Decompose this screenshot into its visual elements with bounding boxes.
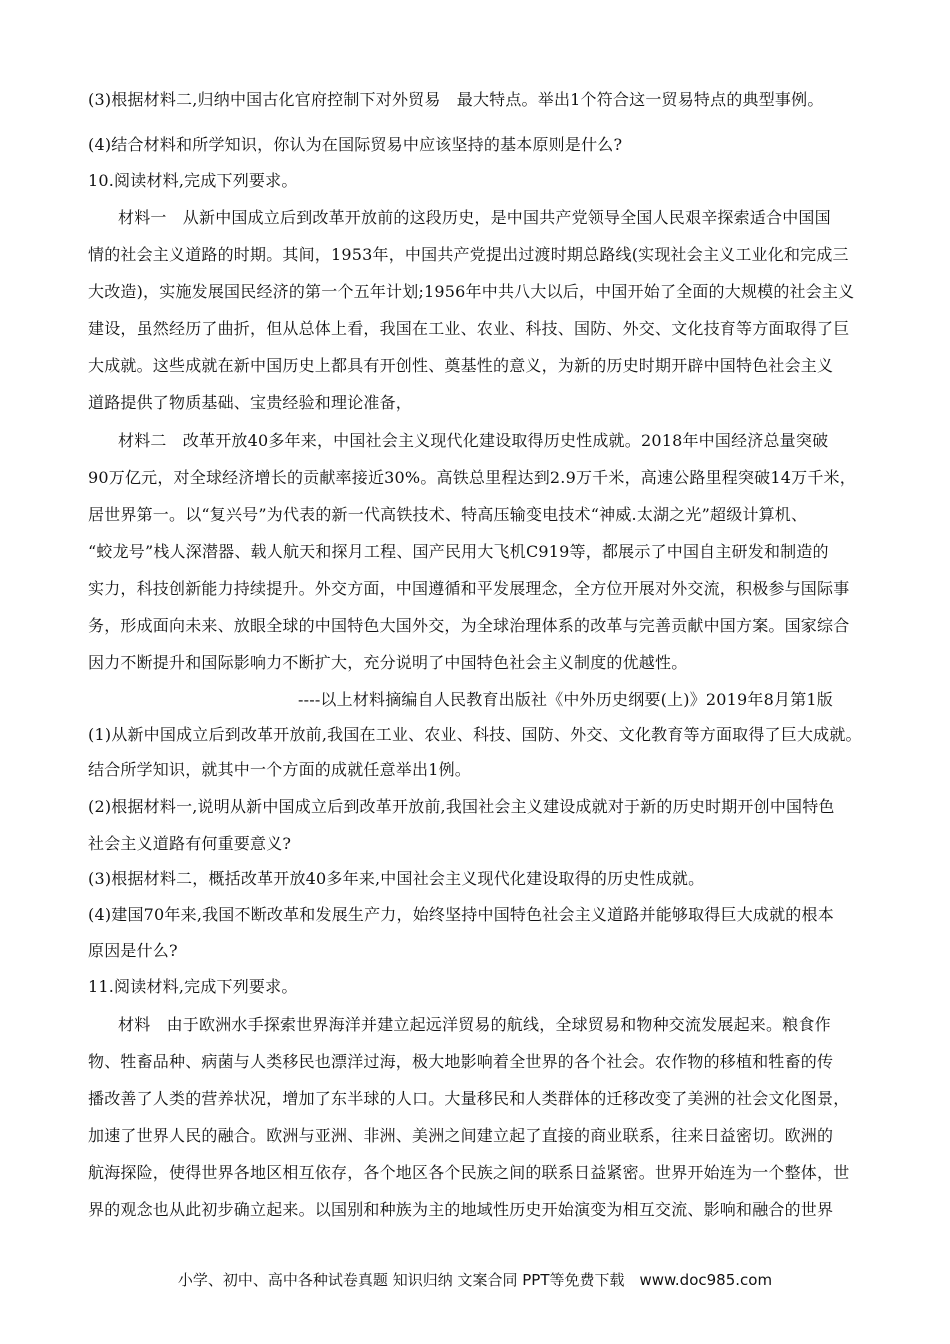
q10-question-line: (4)建国70年来,我国不断改革和发展生产力，始终坚持中国特色社会主义道路并能够取得巨大成就的根本 <box>88 905 834 924</box>
q10-question-line: (2)根据材料一,说明从新中国成立后到改革开放前,我国社会主义建设成就对于新的历史时期开创中国特色 <box>88 797 835 816</box>
q11-heading: 11.阅读材料,完成下列要求。 <box>88 977 298 996</box>
q10-question-line: 社会主义道路有何重要意义? <box>88 834 292 853</box>
q10-material2-line: 务，形成面向未来、放眼全球的中国特色大国外交，为全球治理体系的改革与完善贡献中国方案。国家综合 <box>88 616 850 635</box>
q10-source: ----以上材料摘编自人民教育出版社《中外历史纲要(上)》2019年8月第1版 <box>298 690 833 709</box>
q11-material-line: 界的观念也从此初步确立起来。以国别和种族为主的地域性历史开始演变为相互交流、影响和融合的世界 <box>88 1200 834 1219</box>
q10-material2-line: 90万亿元，对全球经济增长的贡献率接近30%。高铁总里程达到2.9万千米，高速公路里程突破14万千米， <box>88 468 856 487</box>
q11-material-line: 物、牲畜品种、病菌与人类移民也漂洋过海，极大地影响着全世界的各个社会。农作物的移植和牲畜的传 <box>88 1052 834 1071</box>
q9-part4: (4)结合材料和所学知识，你认为在国际贸易中应该坚持的基本原则是什么? <box>88 135 623 154</box>
q10-material2-line: 材料二 改革开放40多年来，中国社会主义现代化建设取得历史性成就。2018年中国经济总量突破 <box>118 431 829 450</box>
q10-question-line: 结合所学知识，就其中一个方面的成就任意举出1例。 <box>88 760 471 779</box>
q10-material1-line: 材料一 从新中国成立后到改革开放前的这段历史，是中国共产党领导全国人民艰辛探索适合中国国 <box>118 208 831 227</box>
q11-material-line: 材料 由于欧洲水手探索世界海洋并建立起远洋贸易的航线，全球贸易和物种交流发展起来。粮食作 <box>118 1015 831 1034</box>
q10-material2-line: 因力不断提升和国际影响力不断扩大，充分说明了中国特色社会主义制度的优越性。 <box>88 653 688 672</box>
q10-material2-line: 实力，科技创新能力持续提升。外交方面，中国遵循和平发展理念，全方位开展对外交流，积极参与国际事 <box>88 579 850 598</box>
q11-material-line: 加速了世界人民的融合。欧洲与亚洲、非洲、美洲之间建立起了直接的商业联系，往来日益密切。欧洲的 <box>88 1126 834 1145</box>
q10-material1-line: 大成就。这些成就在新中国历史上都具有开创性、奠基性的意义，为新的历史时期开辟中国特色社会主义 <box>88 356 834 375</box>
page-footer: 小学、初中、高中各种试卷真题 知识归纳 文案合同 PPT等免费下载 www.doc985.com <box>177 1271 773 1289</box>
q10-material1-line: 道路提供了物质基础、宝贵经验和理论准备， <box>88 393 413 412</box>
q10-material2-line: 居世界第一。以“复兴号”为代表的新一代高铁技术、特高压输变电技术“神威.太湖之光”超级计算机、 <box>88 505 808 524</box>
q9-part3: (3)根据材料二,归纳中国古化官府控制下对外贸易 最大特点。举出1个符合这一贸易特点的典型事例。 <box>88 90 824 109</box>
q10-heading: 10.阅读材料,完成下列要求。 <box>88 171 298 190</box>
q10-material1-line: 情的社会主义道路的时期。其间，1953年，中国共产党提出过渡时期总路线(实现社会主义工业化和完成三 <box>88 245 849 264</box>
q11-material-line: 航海探险，使得世界各地区相互依存，各个地区各个民族之间的联系日益紧密。世界开始连为一个整体，世 <box>88 1163 850 1182</box>
q10-material2-line: “蛟龙号”栈人深潜器、载人航天和探月工程、国产民用大飞机C919等，都展示了中国自主研发和制造的 <box>88 542 829 561</box>
q10-question-line: (1)从新中国成立后到改革开放前,我国在工业、农业、科技、国防、外交、文化教育等方面取得了巨大成就。 <box>88 725 862 744</box>
q10-question-line: (3)根据材料二，概括改革开放40多年来,中国社会主义现代化建设取得的历史性成就。 <box>88 869 705 888</box>
q10-material1-line: 建设，虽然经历了曲折，但从总体上看，我国在工业、农业、科技、国防、外交、文化技育等方面取得了巨 <box>88 319 850 338</box>
q11-material-line: 播改善了人类的营养状况，增加了东半球的人口。大量移民和人类群体的迁移改变了美洲的社会文化图景， <box>88 1089 850 1108</box>
q10-question-line: 原因是什么? <box>88 941 178 960</box>
q10-material1-line: 大改造)，实施发展国民经济的第一个五年计划;1956年中共八大以后，中国开始了全面的大规模的社会主义 <box>88 282 855 301</box>
